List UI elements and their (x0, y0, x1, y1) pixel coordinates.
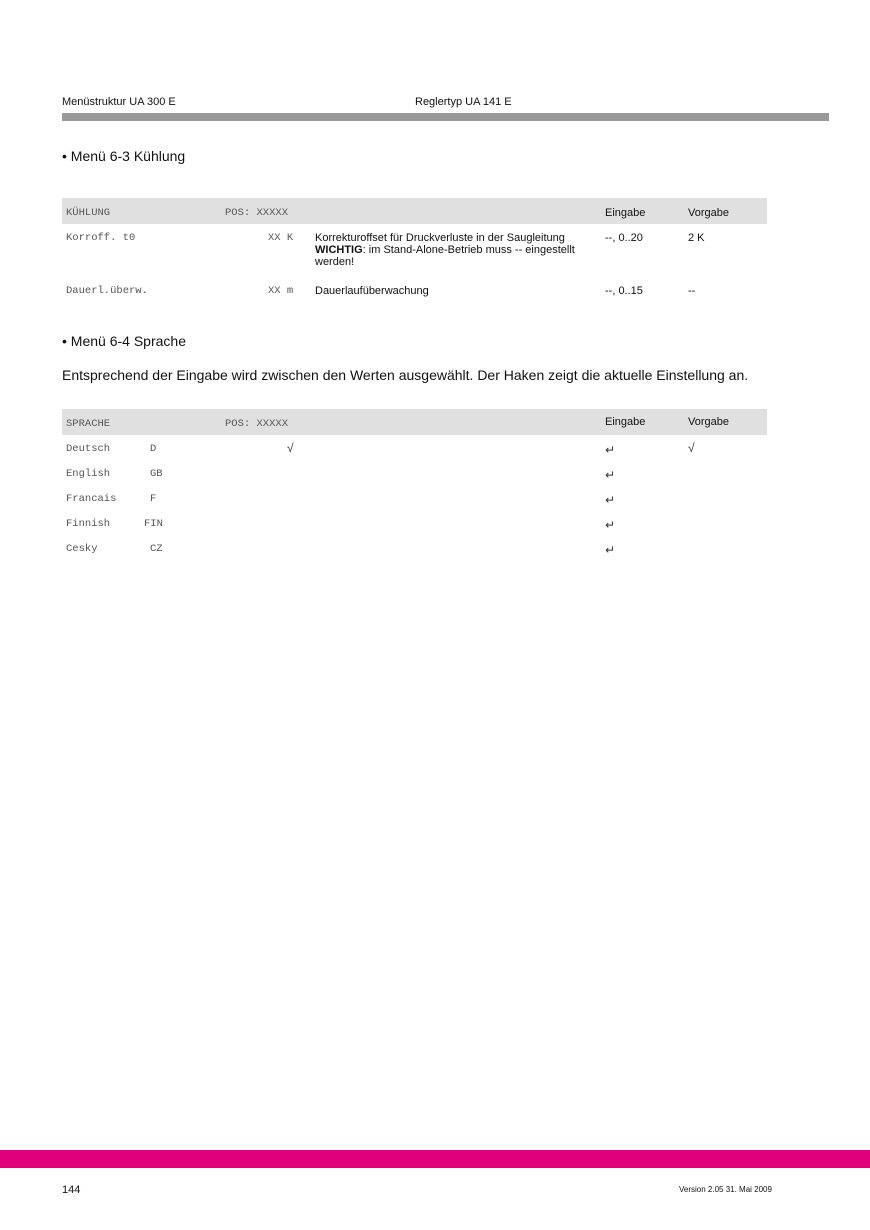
kuehlung-row1-desc-rest: : im Stand-Alone-Betrieb muss -- eingestellt werden! (315, 244, 575, 268)
enter-icon: ↵ (605, 493, 616, 507)
sprache-row-english-name: English (66, 468, 111, 480)
page-number: 144 (62, 1184, 81, 1196)
kuehlung-head-name: KÜHLUNG (66, 207, 111, 219)
sprache-row-cesky-code: CZ (150, 543, 163, 555)
default-checkmark-icon: √ (688, 441, 695, 455)
section2-title: Menü 6-4 Sprache (70, 333, 186, 349)
sprache-head-vorgabe: Vorgabe (688, 416, 729, 428)
kuehlung-row1-name: Korroff. t0 (66, 232, 136, 244)
sprache-row-cesky-name: Cesky (66, 543, 98, 555)
kuehlung-head-eingabe: Eingabe (605, 207, 646, 219)
kuehlung-head-vorgabe: Vorgabe (688, 207, 729, 219)
sprache-row-francais-code: F (150, 493, 157, 505)
sprache-row-deutsch-code: D (150, 443, 157, 455)
header-left: Menüstruktur UA 300 E (62, 96, 176, 108)
header-divider (62, 113, 829, 121)
enter-icon: ↵ (605, 468, 616, 482)
sprache-row-deutsch-name: Deutsch (66, 443, 111, 455)
section2-heading (62, 333, 186, 349)
footer-bar (0, 1150, 870, 1168)
kuehlung-table-header (62, 198, 767, 224)
enter-icon: ↵ (605, 543, 616, 557)
kuehlung-head-pos: POS: XXXXX (225, 207, 289, 219)
bullet-icon: • (62, 148, 67, 164)
sprache-head-pos: POS: XXXXX (225, 418, 289, 430)
sprache-head-name: SPRACHE (66, 418, 111, 430)
enter-icon: ↵ (605, 443, 616, 457)
version-info: Version 2.05 31. Mai 2009 (679, 1185, 772, 1194)
kuehlung-row1-description (315, 232, 595, 268)
sprache-row-francais-name: Francais (66, 493, 117, 505)
kuehlung-row2-eingabe: --, 0..15 (605, 285, 643, 297)
kuehlung-row1-desc-bold: WICHTIG (315, 244, 363, 256)
section1-title: Menü 6-3 Kühlung (70, 148, 186, 164)
sprache-row-english-code: GB (150, 468, 163, 480)
header-center: Reglertyp UA 141 E (415, 96, 512, 108)
kuehlung-row1-unit: XX K (268, 232, 294, 244)
sprache-row-finnish-name: Finnish (66, 518, 111, 530)
kuehlung-row2-vorgabe: -- (688, 285, 696, 297)
kuehlung-row2-name: Dauerl.überw. (66, 285, 148, 297)
sprache-table-header (62, 409, 767, 435)
kuehlung-row2-description: Dauerlaufüberwachung (315, 285, 429, 297)
section1-heading (62, 148, 185, 164)
sprache-row-finnish-code: FIN (144, 518, 163, 530)
kuehlung-row1-vorgabe: 2 K (688, 232, 705, 244)
kuehlung-row2-unit: XX m (268, 285, 294, 297)
bullet-icon: • (62, 333, 67, 349)
enter-icon: ↵ (605, 518, 616, 532)
kuehlung-row1-desc-line1: Korrekturoffset für Druckverluste in der Saugleitung (315, 232, 565, 244)
section2-intro: Entsprechend der Eingabe wird zwischen den Werten ausgewählt. Der Haken zeigt die aktuelle Einstellung an. (62, 367, 749, 383)
kuehlung-row1-eingabe: --, 0..20 (605, 232, 643, 244)
checkmark-icon: √ (287, 441, 294, 455)
sprache-head-eingabe: Eingabe (605, 416, 646, 428)
